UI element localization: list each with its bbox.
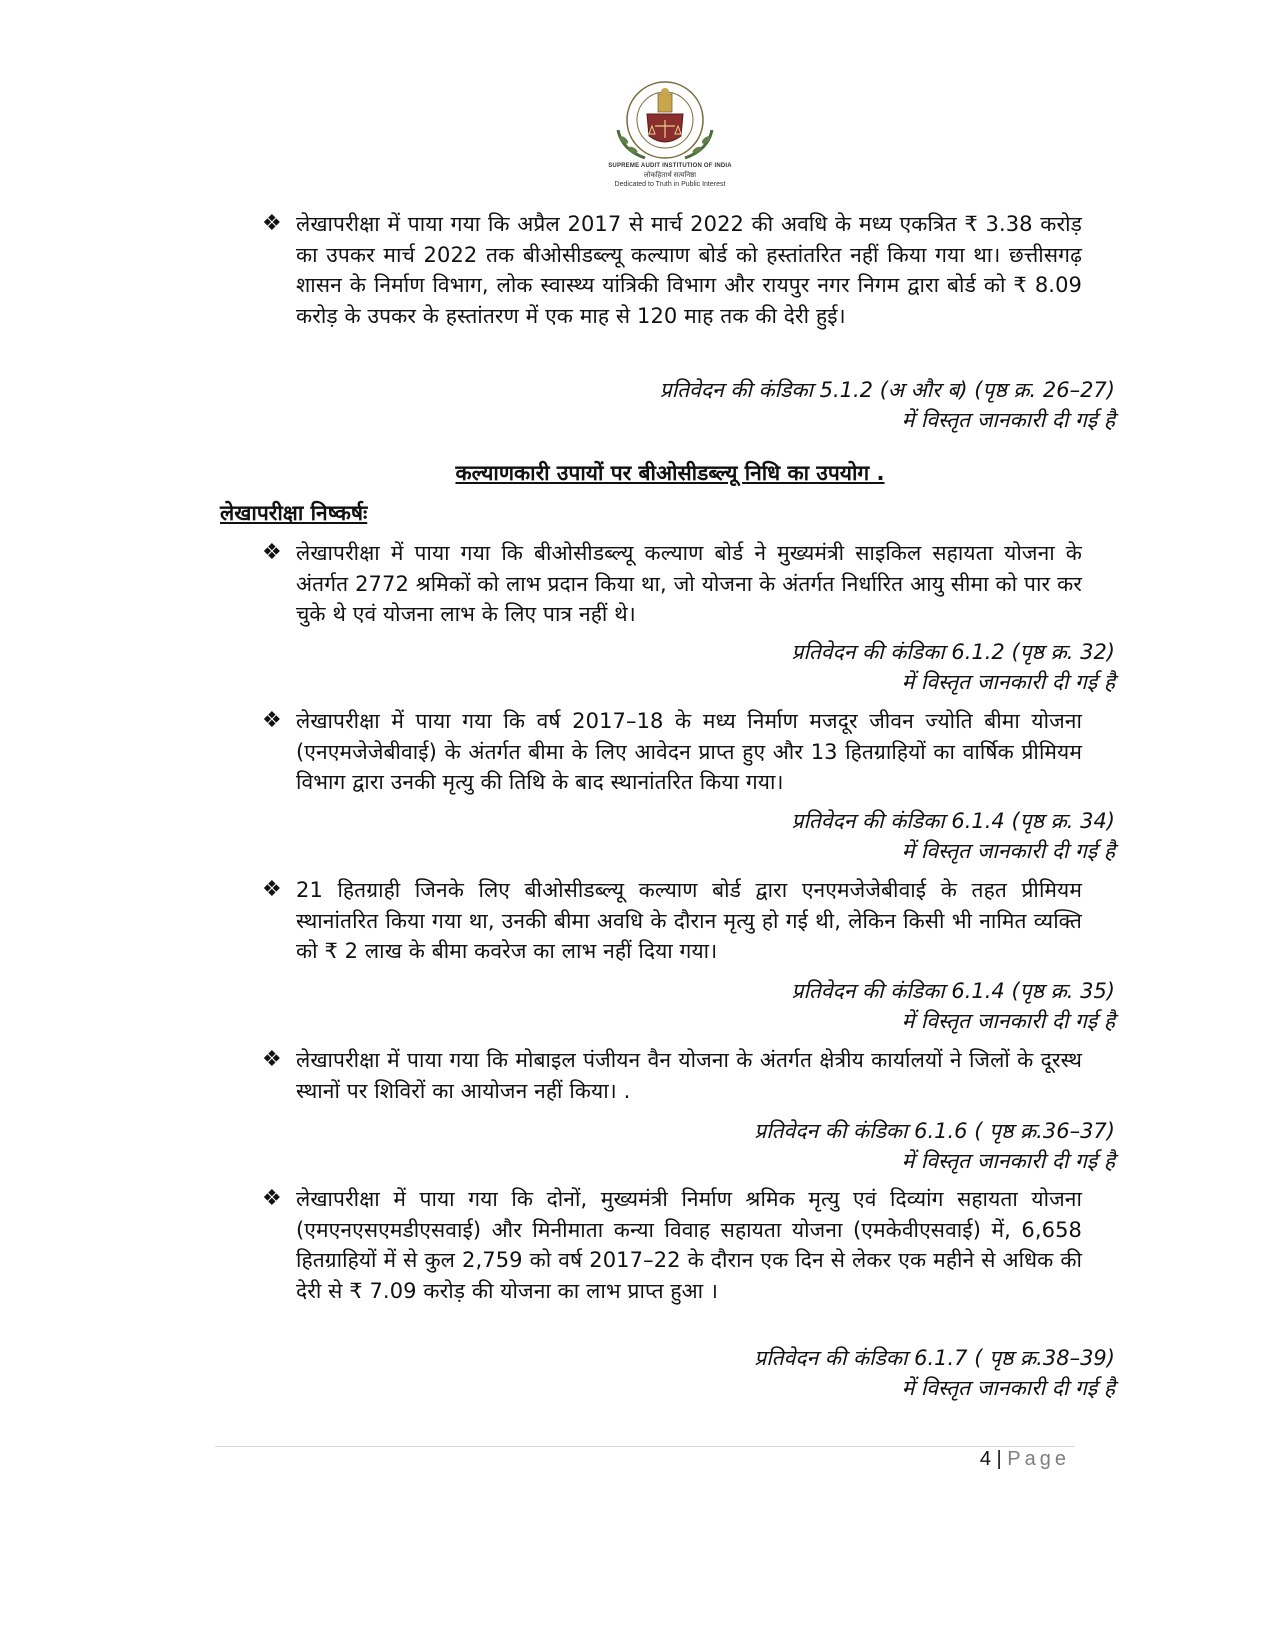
audit-findings-subheading: लेखापरीक्षा निष्कर्षः bbox=[220, 501, 368, 525]
logo-motto-english: Dedicated to Truth in Public Interest bbox=[614, 181, 726, 188]
bullet-diamond-icon: ❖ bbox=[262, 1047, 282, 1072]
finding-text: लेखापरीक्षा में पाया गया कि वर्ष 2017–18 के मध्य निर्माण मजदूर जीवन ज्योति बीमा योजना (एनएमजेजेबीवाई) के अंतर्गत बीमा के लिए आवेदन प्राप्त हुए और 13 हितग्राहियों का वार्षिक प्रीमियम विभाग द्वारा उनकी मृत्यु की तिथि के बाद स्थानांतरित किया गया। bbox=[296, 709, 1082, 794]
reference-para: प्रतिवेदन की कंडिका 6.1.4 (पृष्ठ क्र. 35) bbox=[791, 979, 1115, 1003]
finding-item bbox=[262, 209, 1082, 331]
bullet-diamond-icon: ❖ bbox=[262, 877, 282, 902]
footer-divider bbox=[215, 1446, 1075, 1447]
finding-text: 21 हितग्राही जिनके लिए बीओसीडब्ल्यू कल्याण बोर्ड द्वारा एनएमजेजेबीवाई के तहत प्रीमियम स्थानांतरित किया गया था, उनकी बीमा अवधि के दौरान मृत्यु हो गई थी, लेकिन किसी भी नामित व्यक्ति को ₹ 2 लाख के बीमा कवरेज का लाभ नहीं दिया गया। bbox=[296, 878, 1082, 963]
finding-text: लेखापरीक्षा में पाया गया कि मोबाइल पंजीयन वैन योजना के अंतर्गत क्षेत्रीय कार्यालयों ने जिलों के दूरस्थ स्थानों पर शिविरों का आयोजन नहीं किया। . bbox=[296, 1048, 1082, 1103]
page-number: 4 bbox=[979, 1448, 991, 1470]
reference-para: प्रतिवेदन की कंडिका 6.1.2 (पृष्ठ क्र. 32) bbox=[791, 640, 1115, 664]
emblem-seal-icon bbox=[600, 78, 730, 168]
logo-caption-english: SUPREME AUDIT INSTITUTION OF INDIA bbox=[608, 163, 732, 169]
finding-text: लेखापरीक्षा में पाया गया कि बीओसीडब्ल्यू कल्याण बोर्ड ने मुख्यमंत्री साइकिल सहायता योजना के अंतर्गत 2772 श्रमिकों को लाभ प्रदान किया था, जो योजना के अंतर्गत निर्धारित आयु सीमा को पार कर चुके थे एवं योजना लाभ के लिए पात्र नहीं थे। bbox=[296, 541, 1082, 626]
report-reference bbox=[415, 1116, 1115, 1176]
bullet-diamond-icon: ❖ bbox=[262, 1186, 282, 1211]
reference-para: प्रतिवेदन की कंडिका 6.1.6 ( पृष्ठ क्र.36–37) bbox=[754, 1119, 1115, 1143]
report-reference bbox=[415, 976, 1115, 1036]
bullet-diamond-icon: ❖ bbox=[262, 211, 282, 236]
report-reference bbox=[415, 806, 1115, 866]
reference-para: प्रतिवेदन की कंडिका 6.1.7 ( पृष्ठ क्र.38–39) bbox=[754, 1346, 1115, 1370]
finding-text: लेखापरीक्षा में पाया गया कि दोनों, मुख्यमंत्री निर्माण श्रमिक मृत्यु एवं दिव्यांग सहायता योजना (एमएनएसएमडीएसवाई) और मिनीमाता कन्या विवाह सहायता योजना (एमकेवीएसवाई) में, 6,658 हितग्राहियों में से कुल 2,759 को वर्ष 2017–22 के दौरान एक दिन से लेकर एक महीने से अधिक की देरी से ₹ 7.09 करोड़ की योजना का लाभ प्राप्त हुआ । bbox=[296, 1187, 1082, 1303]
bullet-diamond-icon: ❖ bbox=[262, 708, 282, 733]
finding-item bbox=[262, 875, 1082, 967]
reference-para: प्रतिवेदन की कंडिका 6.1.4 (पृष्ठ क्र. 34) bbox=[791, 809, 1115, 833]
reference-note: में विस्तृत जानकारी दी गई है bbox=[901, 1009, 1115, 1033]
reference-note: में विस्तृत जानकारी दी गई है bbox=[901, 408, 1115, 432]
page-separator: | bbox=[996, 1448, 1002, 1470]
finding-item bbox=[262, 1045, 1082, 1106]
reference-note: में विस्तृत जानकारी दी गई है bbox=[901, 839, 1115, 863]
reference-note: में विस्तृत जानकारी दी गई है bbox=[901, 1149, 1115, 1173]
finding-item bbox=[262, 538, 1082, 630]
bullet-diamond-icon: ❖ bbox=[262, 540, 282, 565]
reference-note: में विस्तृत जानकारी दी गई है bbox=[901, 1376, 1115, 1400]
reference-para: प्रतिवेदन की कंडिका 5.1.2 (अ और ब) (पृष्ठ क्र. 26–27) bbox=[659, 378, 1115, 402]
page-footer bbox=[980, 1448, 1070, 1471]
report-reference bbox=[415, 637, 1115, 697]
finding-item bbox=[262, 706, 1082, 798]
reference-note: में विस्तृत जानकारी दी गई है bbox=[901, 670, 1115, 694]
report-reference bbox=[415, 1343, 1115, 1403]
cag-emblem-logo bbox=[600, 78, 730, 198]
logo-motto-hindi: लोकहितार्थ सत्यनिष्ठा bbox=[643, 172, 697, 179]
finding-item bbox=[262, 1184, 1082, 1306]
page-label: Page bbox=[1007, 1448, 1070, 1470]
finding-text: लेखापरीक्षा में पाया गया कि अप्रैल 2017 से मार्च 2022 की अवधि के मध्य एकत्रित ₹ 3.38 करोड़ का उपकर मार्च 2022 तक बीओसीडब्ल्यू कल्याण बोर्ड को हस्तांतरित नहीं किया गया था। छत्तीसगढ़ शासन के निर्माण विभाग, लोक स्वास्थ्य यांत्रिकी विभाग और रायपुर नगर निगम द्वारा बोर्ड को ₹ 8.09 करोड़ के उपकर के हस्तांतरण में एक माह से 120 माह तक की देरी हुई। bbox=[296, 212, 1082, 328]
section-heading: कल्याणकारी उपायों पर बीओसीडब्ल्यू निधि का उपयोग . bbox=[455, 461, 885, 485]
report-reference bbox=[415, 375, 1115, 435]
